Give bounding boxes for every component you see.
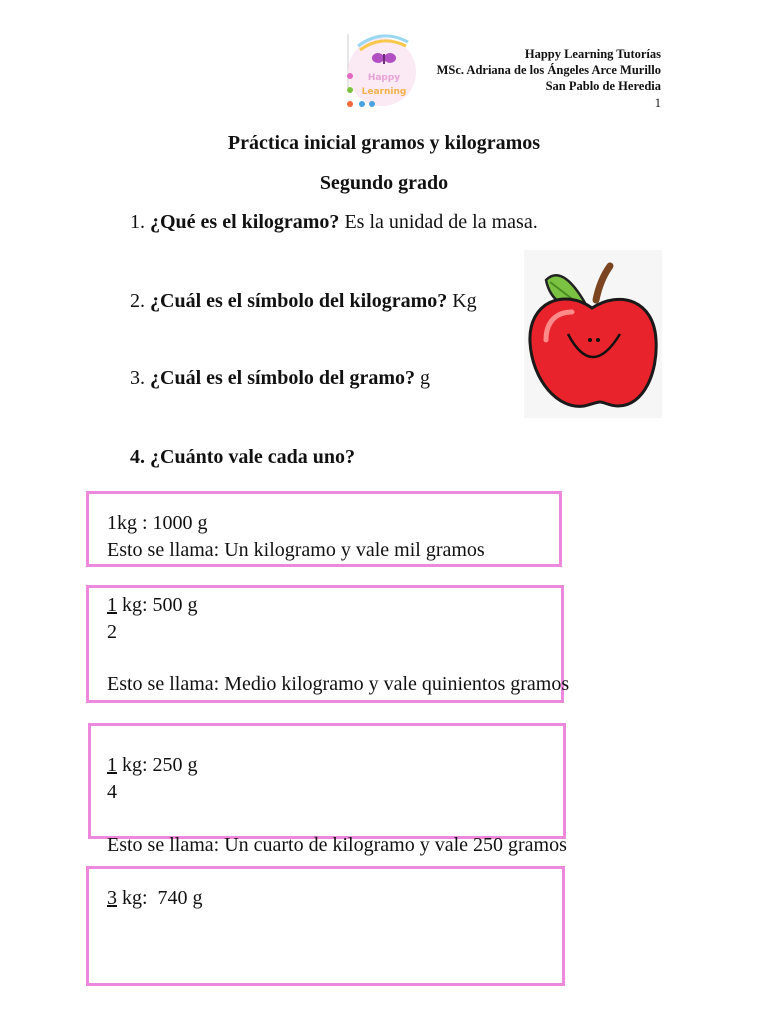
measure-box-quarter-kg-description: Esto se llama: Un cuarto de kilogramo y vale 250 gramos: [107, 834, 567, 856]
question-answer: g: [420, 367, 430, 389]
page-subtitle: Segundo grado: [319, 172, 449, 194]
happy-learning-logo: [338, 28, 424, 112]
question-text: ¿Qué es el kilogramo?: [150, 211, 340, 233]
apple-illustration: [524, 250, 662, 418]
question-text: ¿Cuál es el símbolo del gramo?: [150, 367, 415, 389]
page-number: 1: [654, 96, 661, 110]
fraction-denominator: 2: [107, 621, 117, 643]
question-2: [130, 290, 477, 313]
measure-box-quarter-kg-value: [107, 752, 198, 779]
question-answer: Es la unidad de la masa.: [344, 211, 538, 233]
fraction-numerator: 1: [107, 594, 117, 616]
question-4: [130, 446, 355, 469]
measure-box-half-kg-description: Esto se llama: Medio kilogramo y vale quinientos gramos: [107, 673, 570, 695]
measure-box-3kg: [86, 866, 565, 986]
question-text: ¿Cuánto vale cada uno?: [150, 446, 356, 468]
header-location: San Pablo de Heredia: [545, 79, 661, 93]
fraction-numerator: 1: [107, 754, 117, 776]
measure-box-3kg-value: [107, 885, 203, 912]
header-teacher-name: MSc. Adriana de los Ángeles Arce Murillo: [436, 63, 661, 77]
question-number: 3.: [130, 367, 145, 389]
fraction-denominator: 4: [107, 781, 117, 803]
question-text: ¿Cuál es el símbolo del kilogramo?: [150, 290, 448, 312]
measure-amount: kg: 250 g: [117, 754, 198, 776]
question-number: 1.: [130, 211, 145, 233]
question-answer: Kg: [452, 290, 477, 312]
measure-amount: kg: 500 g: [117, 594, 198, 616]
measure-box-1kg-value: 1kg : 1000 g: [107, 512, 208, 534]
question-number: 4.: [130, 446, 145, 468]
measure-box-1kg-description: Esto se llama: Un kilogramo y vale mil gramos: [107, 539, 485, 561]
question-3: [130, 367, 430, 390]
measure-box-half-kg-value: [107, 592, 198, 619]
question-1: [130, 211, 538, 234]
svg-text:Happy: Happy: [367, 73, 401, 83]
svg-text:Learning: Learning: [361, 87, 407, 97]
page-title: Práctica inicial gramos y kilogramos: [227, 132, 541, 154]
measure-box-quarter-kg: [88, 723, 566, 839]
question-number: 2.: [130, 290, 145, 312]
measure-amount: kg: 740 g: [117, 887, 203, 909]
header-tutoring-name: Happy Learning Tutorías: [524, 47, 661, 61]
fraction-numerator: 3: [107, 887, 117, 909]
